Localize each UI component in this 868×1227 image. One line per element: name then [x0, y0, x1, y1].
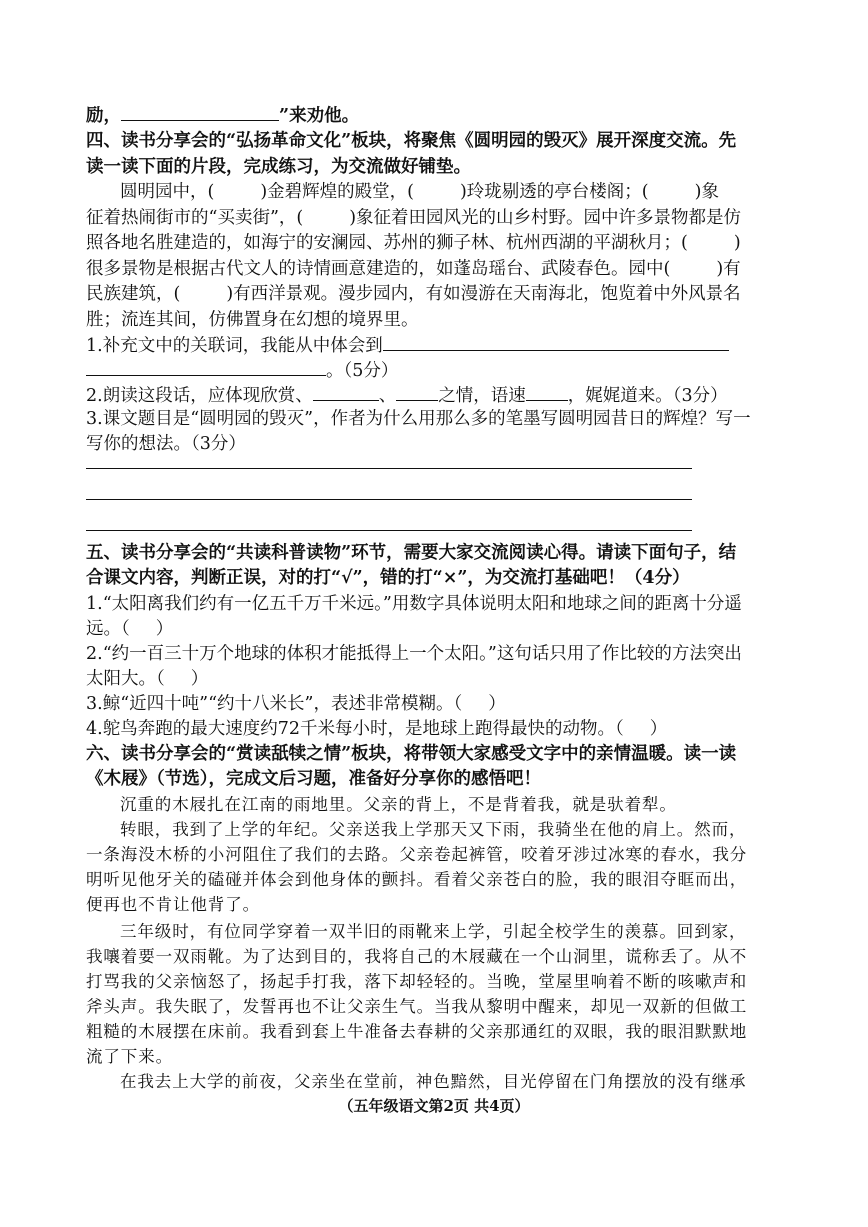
text-fragment: )金碧辉煌的殿堂，( — [260, 182, 414, 202]
section-4-title: 四、读书分享会的“弘扬革命文化”板块，将聚焦《圆明园的毁灭》展开深度交流。先 — [86, 131, 737, 151]
reading-line: 流了下来。 — [86, 1047, 173, 1066]
text-fragment: 远。（ — [86, 619, 130, 639]
text-fragment: ） — [488, 694, 506, 714]
text-fragment: 4.鸵鸟奔跑的最大速度约72千米每小时，是地球上跑得最快的动物。（ — [86, 719, 624, 739]
text-fragment: )有西洋景观。漫步园内，有如漫游在天南海北，饱览着中外风景名 — [226, 284, 741, 304]
passage-line — [86, 283, 741, 305]
answer-blank[interactable] — [396, 384, 438, 401]
text-fragment: )象征着田园风光的山乡村野。园中许多景物都是仿 — [349, 208, 742, 228]
reading-line: 粗糙的木屐摆在床前。我看到套上牛准备去春耕的父亲那通红的双眼，我的眼泪默默地 — [86, 1022, 748, 1041]
text-fragment: )象 — [694, 182, 719, 202]
reading-line: 三年级时，有位同学穿着一双半旧的雨靴来上学，引起全校学生的羡慕。回到家， — [120, 922, 747, 941]
question-4-1-cont — [86, 359, 398, 382]
question-5-1: 1.“太阳离我们约有一亿五千万千米远。”用数字具体说明太阳和地球之间的距离十分遥 — [86, 594, 742, 614]
text-fragment: 励， — [86, 106, 121, 126]
text-fragment: 照各地名胜建造的，如海宁的安澜园、苏州的狮子林、杭州西湖的平湖秋月；( — [86, 233, 688, 253]
question-4-3: 3.课文题目是“圆明园的毁灭”，作者为什么用那么多的笔墨写圆明园昔日的辉煌？写一 — [86, 409, 751, 429]
passage-line — [86, 258, 741, 280]
text-fragment: ，娓娓道来。（3分） — [567, 386, 728, 406]
reading-line: 在我去上大学的前夜，父亲坐在堂前，神色黯然，目光停留在门角摆放的没有继承 — [120, 1072, 747, 1091]
text-fragment: 之情，语速 — [438, 386, 526, 406]
reading-line: 一条海没木桥的小河阻住了我们的去路。父亲卷起裤管，咬着牙涉过冰寒的春水，我分 — [86, 845, 748, 864]
passage-line: 胜；流连其间，仿佛置身在幻想的境界里。 — [86, 310, 419, 330]
section-5-title-cont: 合课文内容，判断正误，对的打“√”，错的打“×”，为交流打基础吧！（4分） — [86, 568, 690, 588]
text-fragment: 圆明园中，( — [120, 182, 215, 202]
question-4-1 — [86, 334, 729, 357]
reading-line: 转眼，我到了上学的年纪。父亲送我上学那天又下雨，我骑坐在他的肩上。然而， — [120, 820, 747, 839]
text-fragment: )玲珑剔透的亭台楼阁；( — [459, 182, 649, 202]
answer-line[interactable] — [86, 499, 692, 500]
question-5-2-cont — [86, 668, 208, 690]
question-4-2 — [86, 384, 728, 407]
reading-line: 明听见他牙关的磕碰并体会到他身体的颤抖。看着父亲苍白的脸，我的眼泪夺眶而出， — [86, 870, 748, 889]
answer-blank[interactable] — [86, 359, 326, 376]
answer-blank[interactable] — [313, 384, 379, 401]
text-fragment: ） — [190, 669, 209, 689]
text-fragment: ） — [649, 719, 668, 739]
passage-line — [120, 181, 719, 203]
question-5-3 — [86, 693, 506, 715]
text-fragment: 1.补充文中的关联词，我能从中体会到 — [86, 336, 383, 356]
reading-line: 便再也不肯让他背了。 — [86, 895, 260, 914]
text-fragment: )有 — [716, 259, 741, 279]
reading-line: 斧头声。我失眠了，发誓再也不让父亲生气。当我从黎明中醒来，却见一双新的但做工 — [86, 997, 748, 1016]
answer-blank[interactable] — [526, 384, 568, 401]
text-fragment: ） — [155, 619, 174, 639]
page-footer: （五年级语文第2页 共4页） — [338, 1097, 530, 1115]
text-fragment: ”来劝他。 — [279, 106, 360, 126]
passage-line — [86, 232, 741, 254]
text-fragment: 、 — [378, 386, 397, 406]
section-6-title: 六、读书分享会的“赏读舐犊之情”板块，将带领大家感受文字中的亲情温暖。读一读 — [86, 744, 737, 764]
answer-blank[interactable] — [383, 334, 729, 351]
answer-line[interactable] — [86, 468, 692, 469]
text-fragment: 民族建筑，( — [86, 284, 181, 304]
text-fragment: 。（5分） — [326, 361, 399, 381]
text-fragment: 很多景物是根据古代文人的诗情画意建造的，如蓬岛瑶台、武陵春色。园中( — [86, 259, 671, 279]
question-4-3-cont: 写你的想法。（3分） — [86, 434, 246, 454]
section-6-title-cont: 《木屐》（节选），完成文后习题，准备好分享你的感悟吧！ — [86, 769, 541, 789]
question-5-1-cont — [86, 618, 173, 640]
text-fragment: 3.鲸“近四十吨”“约十八米长”，表述非常模糊。（ — [86, 694, 463, 714]
passage-line — [86, 207, 741, 229]
text-fragment: ) — [733, 233, 741, 253]
question-5-2: 2.“约一百三十万个地球的体积才能抵得上一个太阳。”这句话只用了作比较的方法突出 — [86, 644, 742, 664]
text-fragment: 太阳大。（ — [86, 669, 165, 689]
section-4-title-cont: 读一读下面的片段，完成练习，为交流做好铺垫。 — [86, 157, 471, 177]
reading-line: 我嚷着要一双雨靴。为了达到目的，我将自己的木屐藏在一个山洞里，谎称丢了。从不 — [86, 947, 748, 966]
answer-blank[interactable] — [121, 104, 279, 121]
answer-line[interactable] — [86, 530, 692, 531]
text-fragment: 2.朗读这段话，应体现欣赏、 — [86, 386, 313, 406]
section-5-title: 五、读书分享会的“共读科普读物”环节，需要大家交流阅读心得。请读下面句子，结 — [86, 543, 737, 563]
reading-line: 沉重的木屐扎在江南的雨地里。父亲的背上，不是背着我，就是驮着犁。 — [120, 795, 677, 814]
text-fragment: 征着热闹街市的“买卖街”，( — [86, 208, 304, 228]
question-5-4 — [86, 718, 667, 740]
line-01 — [86, 104, 359, 127]
reading-line: 打骂我的父亲恼怒了，扬起手打我，落下却轻轻的。当晚，堂屋里响着不断的咳嗽声和 — [86, 972, 748, 991]
